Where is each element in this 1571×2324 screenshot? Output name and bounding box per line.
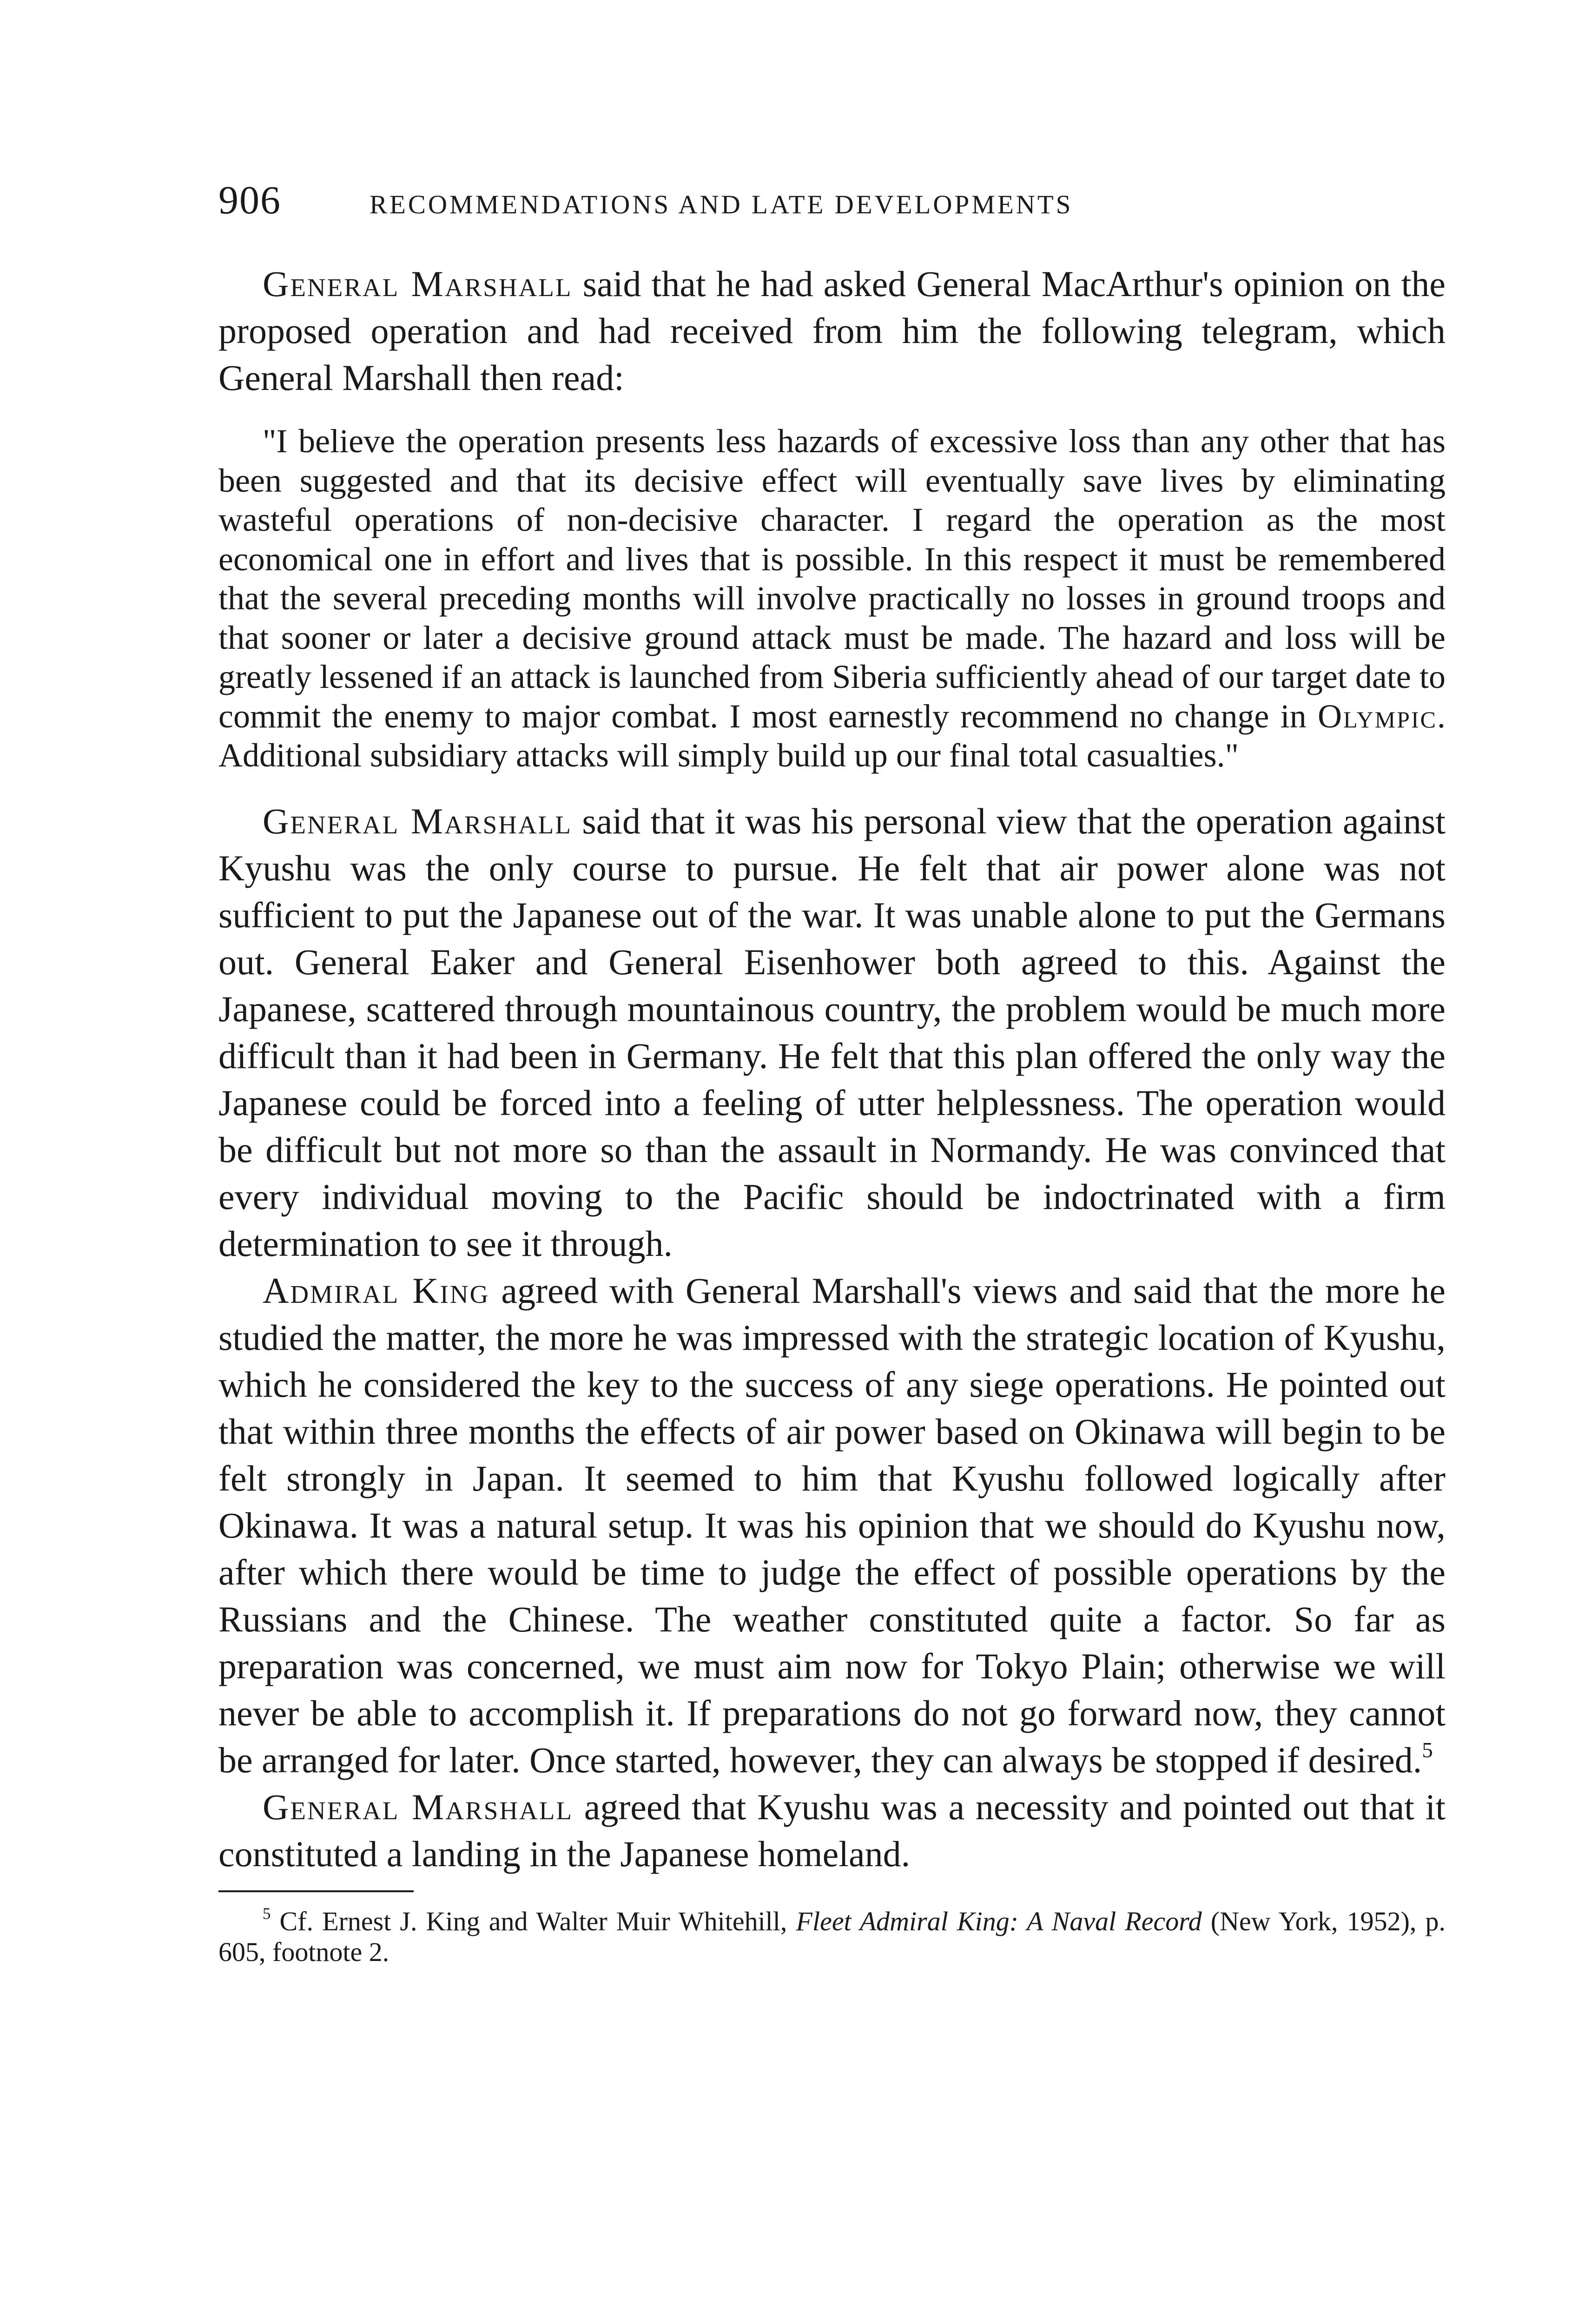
paragraph-marshall-view xyxy=(218,798,1446,1267)
paragraph-text: said that it was his personal view that the operation against Kyushu was the only course to pursue. He felt that air power alone was not sufficient to put the Japanese out of the war. It was unable alone to put the Germans out. General Eaker and General Eisenhower both agreed to this. Against the Japanese, scattered through mountainous country, the problem would be much more difficult than it had been in Germany. He felt that this plan offered the only way the Japanese could be forced into a feeling of utter helplessness. The operation would be difficult but not more so than the assault in Normandy. He was convinced that every individual moving to the Pacific should be indoctrinated with a firm determination to see it through. xyxy=(218,800,1446,1264)
paragraph-text: agreed that Kyushu was a necessity and pointed out that it constituted a landing in the Japanese homeland. xyxy=(218,1786,1446,1874)
footnote-divider xyxy=(218,1890,414,1892)
quote-text-after: . Additional subsidiary attacks will simply build up our final total casualties." xyxy=(218,697,1446,774)
speaker-name: General Marshall xyxy=(263,1786,573,1827)
paragraph-text: agreed with General Marshall's views and said that the more he studied the matter, the more he was impressed with the strategic location of Kyushu, which he considered the key to the success of any siege operations. He pointed out that within three months the effects of air power based on Okinawa will begin to be felt strongly in Japan. It seemed to him that Kyushu followed logically after Okinawa. It was a natural setup. It was his opinion that we should do Kyushu now, after which there would be time to judge the effect of possible operations by the Russians and the Chinese. The weather constituted quite a factor. So far as preparation was concerned, we must aim now for Tokyo Plain; otherwise we will never be able to accomplish it. If preparations do not go forward now, they cannot be arranged for later. Once started, however, they can always be stopped if desired. xyxy=(218,1270,1446,1780)
paragraph-marshall-agreement xyxy=(218,1783,1446,1877)
page-number: 906 xyxy=(218,178,281,222)
footnote-text-before: Cf. Ernest J. King and Walter Muir Whitehill, xyxy=(271,1906,796,1936)
footnote-text-after: (New York, 1952), p. 605, footnote 2. xyxy=(218,1906,1446,1967)
quote-text-before: "I believe the operation presents less hazards of excessive loss than any other that has been suggested and that its decisive effect will eventually save lives by eliminating wasteful operations of non-decisive character. I regard the operation as the most economical one in effort and lives that is possible. In this respect it must be remembered that the several preceding months will involve practically no losses in ground troops and that sooner or later a decisive ground attack must be made. The hazard and loss will be greatly lessened if an attack is launched from Siberia sufficiently ahead of our target date to commit the enemy to major combat. I most earnestly recommend no change in xyxy=(218,423,1446,735)
footnote-reference: 5 xyxy=(1422,1737,1433,1762)
macarthur-telegram-quote xyxy=(218,422,1446,775)
paragraph-king-view xyxy=(218,1267,1446,1783)
footnote-book-title: Fleet Admiral King: A Naval Record xyxy=(796,1906,1202,1936)
running-head: RECOMMENDATIONS AND LATE DEVELOPMENTS xyxy=(370,190,1073,219)
operation-name: Olympic xyxy=(1318,697,1437,735)
document-page xyxy=(218,177,1446,1967)
speaker-name: General Marshall xyxy=(263,800,572,841)
footnote-marker: 5 xyxy=(263,1904,271,1923)
paragraph-text: said that he had asked General MacArthur's opinion on the proposed operation and had received from him the following telegram, which General Marshall then read: xyxy=(218,264,1446,398)
speaker-name: Admiral King xyxy=(263,1270,490,1311)
speaker-name: General Marshall xyxy=(263,264,573,304)
page-header xyxy=(218,177,1446,232)
footnote xyxy=(218,1906,1446,1967)
paragraph-marshall-telegram xyxy=(218,260,1446,401)
